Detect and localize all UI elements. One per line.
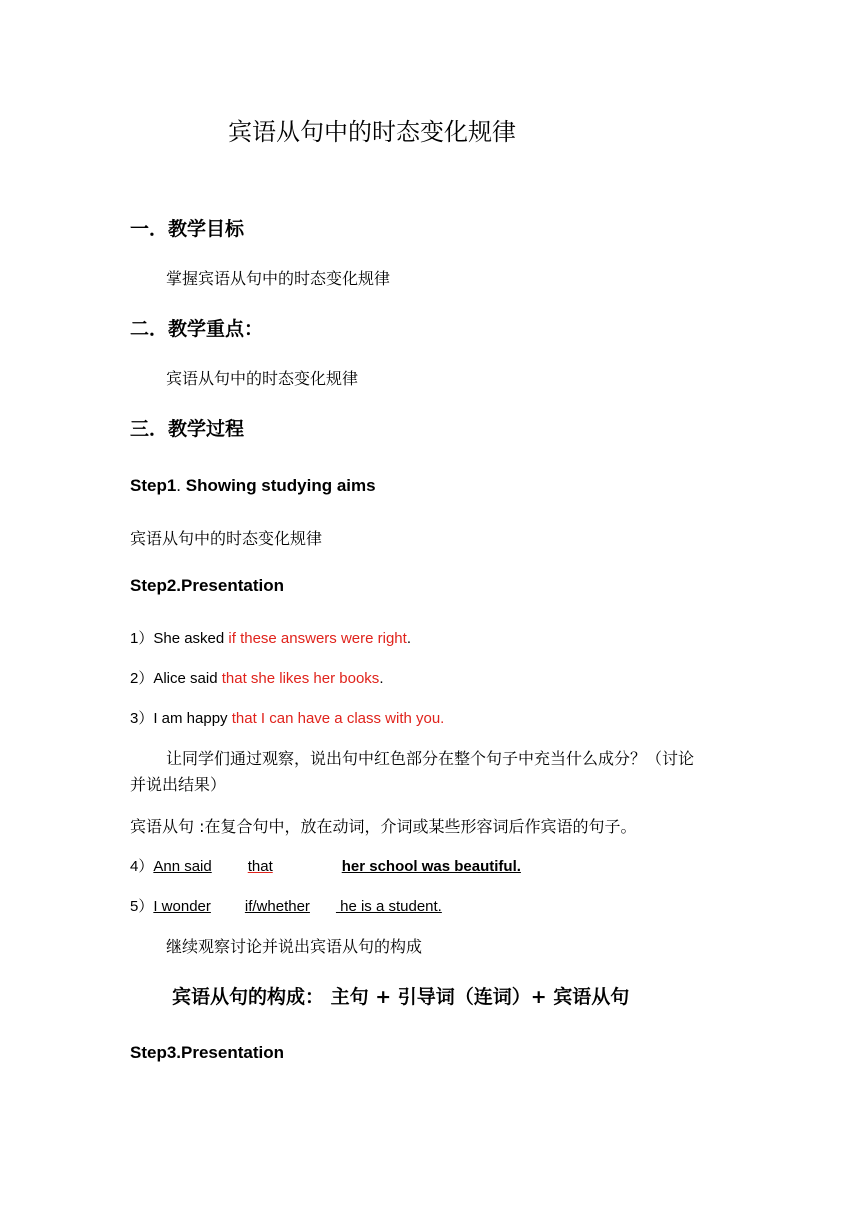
observe-prompt: 继续观察讨论并说出宾语从句的构成	[166, 937, 423, 956]
step1-heading	[130, 476, 376, 496]
sentence-end: .	[379, 670, 384, 687]
step1-content: 宾语从句中的时态变化规律	[130, 529, 323, 548]
section-content-focus: 宾语从句中的时态变化规律	[166, 369, 359, 388]
sentence-3	[130, 707, 444, 728]
section-content-goals: 掌握宾语从句中的时态变化规律	[166, 269, 391, 288]
definition-text: 宾语从句 :在复合句中，放在动词，介词或某些形容词后作宾语的句子。	[130, 817, 637, 836]
sentence-clause-highlight: if these answers were right	[228, 630, 407, 647]
sentence-main: Alice said	[153, 670, 222, 687]
step1-separator: .	[176, 476, 182, 495]
example-connector: if/whether	[244, 898, 310, 915]
structure-formula: 宾语从句的构成： 主句 + 引导词（连词）+ 宾语从句	[172, 986, 630, 1008]
section-heading-process: 三．教学过程	[130, 418, 245, 440]
sentence-number: 3）	[130, 710, 154, 727]
step3-heading: Step3.Presentation	[130, 1043, 284, 1062]
discussion-prompt-line1: 让同学们通过观察，说出句中红色部分在整个句子中充当什么成分？（讨论	[166, 749, 695, 768]
example-number: 5）	[130, 898, 154, 915]
example-connector: that	[247, 858, 273, 875]
document-title: 宾语从句中的时态变化规律	[228, 118, 516, 146]
example-object-clause: he is a student.	[335, 898, 442, 915]
step2-heading: Step2.Presentation	[130, 576, 284, 595]
sentence-main: I am happy	[153, 710, 232, 727]
example-main-clause: I wonder	[153, 898, 211, 915]
sentence-main: She asked	[153, 630, 229, 647]
sentence-1	[130, 627, 411, 648]
sentence-clause-highlight: that she likes her books	[221, 670, 380, 687]
example-5	[130, 895, 442, 916]
section-heading-focus: 二．教学重点：	[130, 318, 264, 340]
sentence-clause-highlight: that I can have a class with you.	[231, 710, 445, 727]
step1-title: Showing studying aims	[181, 476, 376, 495]
sentence-end: .	[406, 630, 411, 647]
step1-label: Step1	[130, 476, 177, 495]
section-heading-goals: 一．教学目标	[130, 218, 245, 240]
example-number: 4）	[130, 858, 154, 875]
sentence-number: 2）	[130, 670, 154, 687]
sentence-2	[130, 667, 383, 688]
example-object-clause: her school was beautiful.	[341, 858, 521, 875]
example-4	[130, 855, 521, 876]
discussion-prompt-line2: 并说出结果）	[130, 775, 227, 794]
example-main-clause: Ann said	[153, 858, 212, 875]
sentence-number: 1）	[130, 630, 154, 647]
